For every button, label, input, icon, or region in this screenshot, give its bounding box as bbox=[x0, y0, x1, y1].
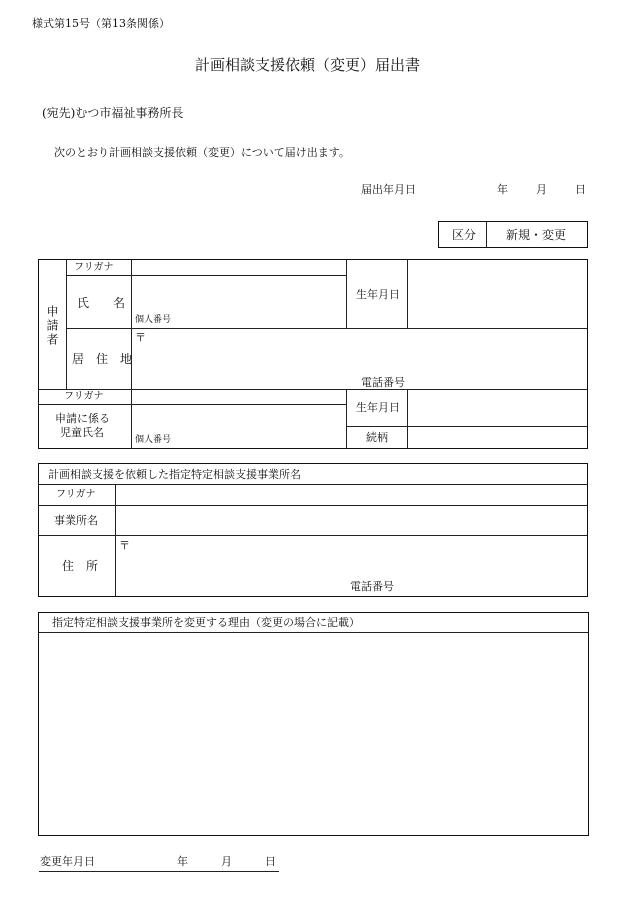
office-address-input[interactable] bbox=[116, 536, 587, 596]
child-name-label-line1: 申請に係る bbox=[55, 412, 110, 425]
category-value[interactable]: 新規・変更 bbox=[506, 228, 567, 242]
applicant-name-label: 氏 名 bbox=[77, 296, 126, 310]
child-name-label-line2: 児童氏名 bbox=[60, 426, 104, 439]
reason-header: 指定特定相談支援事業所を変更する理由（変更の場合に記載） bbox=[52, 616, 360, 629]
category-label: 区分 bbox=[452, 228, 477, 242]
office-address-label: 住 所 bbox=[62, 559, 99, 573]
applicant-label-divider bbox=[66, 260, 67, 389]
office-furigana-input[interactable] bbox=[116, 485, 587, 505]
applicant-section-label: 申請者 bbox=[45, 305, 59, 347]
child-relationship-input[interactable] bbox=[408, 427, 587, 448]
office-furigana-label: フリガナ bbox=[56, 489, 96, 500]
applicant-birth-date-label: 生年月日 bbox=[356, 288, 400, 301]
submission-month: 月 bbox=[536, 183, 547, 196]
child-furigana-label: フリガナ bbox=[64, 391, 104, 402]
applicant-phone-label: 電話番号 bbox=[361, 376, 405, 389]
applicant-name-input[interactable] bbox=[132, 276, 346, 328]
reason-input[interactable] bbox=[39, 633, 588, 835]
child-relationship-label: 続柄 bbox=[366, 431, 388, 444]
submission-date-label: 届出年月日 bbox=[361, 183, 416, 196]
office-name-label: 事業所名 bbox=[54, 514, 98, 527]
applicant-birth-date-input[interactable] bbox=[408, 260, 587, 328]
child-name-input[interactable] bbox=[132, 405, 346, 448]
applicant-personal-number-label: 個人番号 bbox=[135, 315, 172, 325]
applicant-birth-divider-left bbox=[346, 260, 347, 328]
change-date-underline bbox=[39, 871, 279, 872]
office-name-input[interactable] bbox=[116, 506, 587, 535]
applicant-furigana-label: フリガナ bbox=[74, 262, 114, 273]
change-year: 年 bbox=[177, 855, 188, 868]
intro-text: 次のとおり計画相談支援依頼（変更）について届け出ます。 bbox=[54, 146, 350, 159]
applicant-address-input[interactable] bbox=[132, 329, 587, 389]
office-phone-label: 電話番号 bbox=[350, 580, 394, 593]
applicant-furigana-input[interactable] bbox=[132, 260, 346, 275]
child-birth-divider-left bbox=[346, 389, 347, 448]
child-personal-number-label: 個人番号 bbox=[135, 435, 172, 445]
office-header: 計画相談支援を依頼した指定特定相談支援事業所名 bbox=[48, 468, 301, 481]
form-number: 様式第15号（第13条関係） bbox=[32, 17, 170, 30]
page-title: 計画相談支援依頼（変更）届出書 bbox=[195, 56, 421, 74]
change-day: 日 bbox=[265, 855, 276, 868]
applicant-address-label: 居 住 地 bbox=[72, 352, 133, 366]
submission-year: 年 bbox=[497, 183, 508, 196]
office-postal-mark: 〒 bbox=[119, 539, 130, 552]
applicant-postal-mark: 〒 bbox=[135, 331, 146, 344]
change-date-label: 変更年月日 bbox=[40, 855, 95, 868]
category-divider bbox=[486, 222, 487, 247]
change-month: 月 bbox=[221, 855, 232, 868]
addressee: (宛先)むつ市福祉事務所長 bbox=[42, 106, 184, 120]
child-birth-date-input[interactable] bbox=[408, 390, 587, 426]
submission-day: 日 bbox=[575, 183, 586, 196]
child-birth-date-label: 生年月日 bbox=[356, 401, 400, 414]
child-furigana-input[interactable] bbox=[132, 390, 346, 404]
